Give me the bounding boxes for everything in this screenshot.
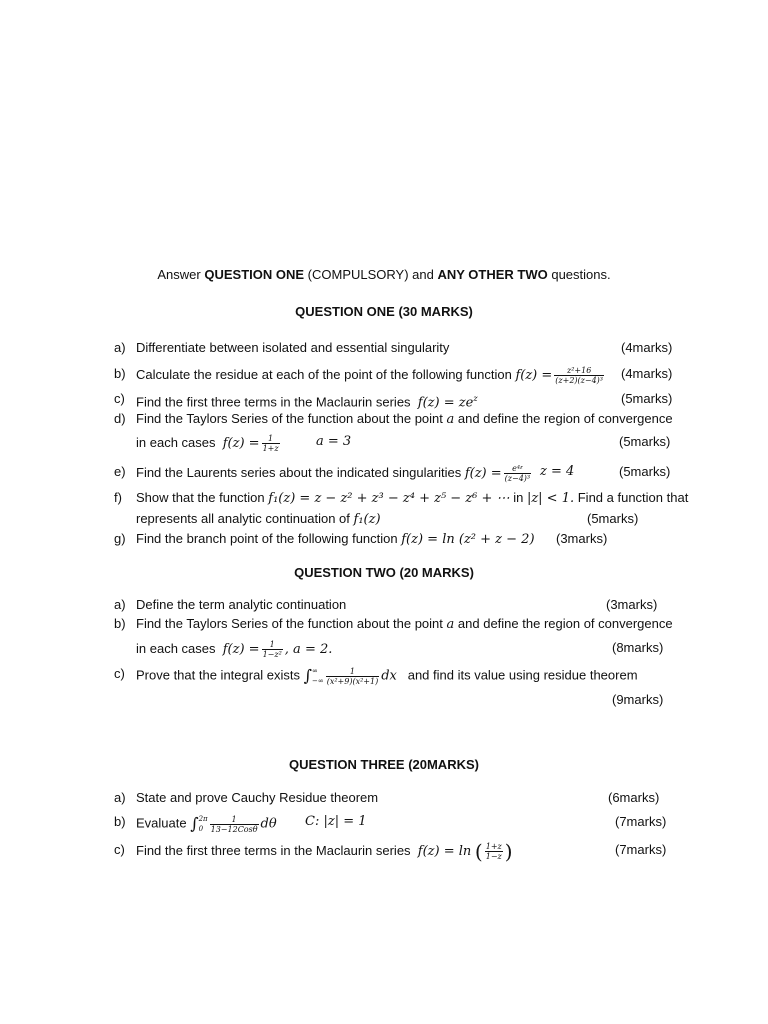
item-label: f) (114, 490, 122, 505)
marks: (7marks) (615, 842, 667, 857)
marks: (6marks) (608, 790, 660, 805)
math-expression: f₁(z) = z − z² + z³ − z⁴ + z⁵ − z⁶ + ⋯ (268, 491, 510, 506)
item-label: b) (114, 616, 126, 631)
fraction: $\frac{1+z}{1-z}$ (485, 842, 502, 861)
item-text: in each cases f(z) = $\frac{1}{1+z}$ (136, 434, 279, 453)
item-text: Define the term analytic continuation (136, 597, 347, 612)
instructions-prefix: Answer (157, 267, 205, 282)
item-text: Show that the function f₁(z) = z − z² + z³ − z⁴ + z⁵ − z⁶ + ⋯ in |z| < 1. Find a function that (136, 490, 689, 506)
marks: (9marks) (612, 692, 664, 707)
instructions-compulsory: (COMPULSORY) and (304, 267, 438, 282)
item-label: a) (114, 790, 126, 805)
fraction: $\frac{\text{e⁴ᶻ}}{\text{(z−4)³}}$ (504, 464, 531, 483)
math-expression: f(z) = (222, 641, 260, 657)
item-label: e) (114, 464, 126, 479)
item-text: Find the Taylors Series of the function about the point a and define the region of convergence (136, 616, 673, 632)
fraction: $\frac{1}{\text{13−12Cosθ}}$ (210, 814, 258, 834)
item-text: Find the Laurents series about the indicated singularities f(z) = $\frac{\text{e⁴ᶻ}}{\text{(z−4)³}}$ (136, 464, 531, 483)
math-expression: f(z) = (464, 465, 502, 481)
instructions-suffix: questions. (547, 267, 611, 282)
marks: (5marks) (587, 511, 639, 526)
fraction: $\frac{1}{1+z}$ (262, 434, 279, 453)
item-text: Differentiate between isolated and essential singularity (136, 340, 450, 355)
item-label: c) (114, 391, 125, 406)
item-text: Evaluate ∫ 2π 0 $\frac{1}{\text{13−12Cosθ}}$ dθ (136, 814, 277, 834)
item-text: represents all analytic continuation of f₁(z) (136, 511, 381, 527)
marks: (5marks) (621, 391, 673, 406)
fraction: $\frac{1}{\text{1−z²}}$ (262, 640, 282, 659)
item-label: a) (114, 597, 126, 612)
item-label: d) (114, 411, 126, 426)
marks: (3marks) (556, 531, 608, 546)
instructions-any-other-two: ANY OTHER TWO (437, 267, 548, 282)
math-expression: f(z) = (515, 367, 553, 383)
item-label: g) (114, 531, 126, 546)
marks: (8marks) (612, 640, 664, 655)
integral-sign: ∫ (190, 814, 199, 833)
item-label: b) (114, 366, 126, 381)
singularity-value: z = 4 (540, 464, 575, 479)
item-label: b) (114, 814, 126, 829)
instructions (0, 267, 768, 283)
math-expression: f(z) = ln (z² + z − 2) (401, 532, 535, 547)
math-expression: f(z) = (222, 435, 260, 451)
contour: C: |z| = 1 (305, 814, 367, 829)
item-text: in each cases f(z) = $\frac{1}{\text{1−z²}}$ , a = 2. (136, 640, 333, 659)
fraction: $\frac{1}{\text{(x²+9)(x²+1)}}$ (326, 666, 379, 686)
fraction: $\frac{\text{z²+16}}{\text{(z+2)(z−4)³}}$ (555, 366, 603, 385)
question-one-title: QUESTION ONE (30 MARKS) (295, 304, 473, 319)
item-text: Find the Taylors Series of the function about the point a and define the region of convergence (136, 411, 673, 427)
math-expression: f(z) = ze (417, 395, 474, 411)
item-text: Prove that the integral exists ∫ ∞ −∞ $\frac{1}{\text{(x²+9)(x²+1)}}$ dx and find its value using residue theorem (136, 666, 638, 686)
marks: (3marks) (606, 597, 658, 612)
question-two-title: QUESTION TWO (20 MARKS) (294, 565, 474, 580)
item-label: c) (114, 666, 125, 681)
item-text: Find the first three terms in the Maclaurin series f(z) = ln ( $\frac{1+z}{1-z}$ ) (136, 839, 513, 864)
marks: (4marks) (621, 340, 673, 355)
item-text: Find the branch point of the following function f(z) = ln (z² + z − 2) (136, 531, 535, 547)
marks: (7marks) (615, 814, 667, 829)
math-expression: f(z) = ln (417, 843, 472, 859)
marks: (4marks) (621, 366, 673, 381)
marks: (5marks) (619, 434, 671, 449)
question-three-title: QUESTION THREE (20MARKS) (289, 757, 479, 772)
instructions-question-one: QUESTION ONE (204, 267, 305, 282)
integral-sign: ∫ (303, 666, 312, 685)
item-label: a) (114, 340, 126, 355)
item-label: c) (114, 842, 125, 857)
item-text: Find the first three terms in the Maclaurin series $f(z) = ze^z$ (136, 394, 478, 411)
item-text: Calculate the residue at each of the point of the following function f(z) = $\frac{\text{z²+16}}{\text{(z+2)(z−4)³}}$ (136, 366, 603, 385)
item-text: State and prove Cauchy Residue theorem (136, 790, 379, 805)
point-value: a = 3 (316, 434, 352, 449)
marks: (5marks) (619, 464, 671, 479)
